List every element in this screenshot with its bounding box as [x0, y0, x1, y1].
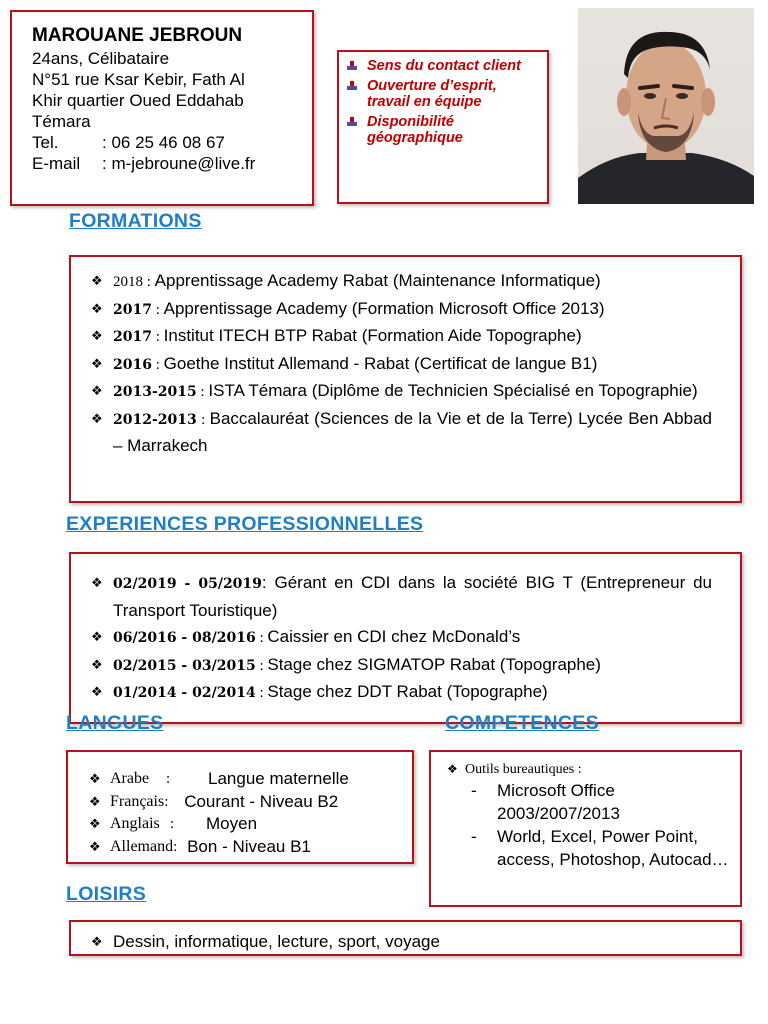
languages-box [66, 750, 414, 864]
language-item: ❖ Allemand : Bon - Niveau B1 [68, 836, 412, 859]
arrow-bullet-icon [347, 81, 357, 91]
skills-box [429, 750, 742, 907]
section-title-experiences: EXPERIENCES PROFESSIONNELLES [66, 513, 424, 535]
diamond-bullet-icon: ❖ [91, 575, 103, 590]
quality-item: Ouverture d’esprit, travail en équipe [367, 78, 541, 110]
dash-bullet: - [471, 827, 477, 846]
formation-item: ❖ 2017 : Apprentissage Academy (Formation Microsoft Office 2013) [71, 296, 740, 324]
quality-item: Disponibilité géographique [367, 114, 541, 146]
phone-row [32, 132, 312, 153]
diamond-bullet-icon: ❖ [89, 816, 101, 831]
quality-item: Sens du contact client [367, 58, 541, 74]
address-line: Khir quartier Oued Eddahab [32, 91, 244, 110]
arrow-bullet-icon [347, 117, 357, 127]
candidate-name: MAROUANE JEBROUN [32, 25, 243, 46]
phone-label: Tel. [32, 133, 59, 152]
experience-item: ❖ 02/2015 - 03/2015 : Stage chez SIGMATOP Rabat (Topographe) [71, 652, 740, 680]
diamond-bullet-icon: ❖ [91, 684, 103, 699]
section-title-formations: FORMATIONS [69, 210, 202, 232]
diamond-bullet-icon: ❖ [89, 793, 101, 809]
diamond-bullet-icon: ❖ [91, 934, 103, 949]
dash-bullet: - [471, 781, 477, 800]
hobbies-item: ❖ Dessin, informatique, lecture, sport, voyage [91, 932, 440, 951]
skill-item: - World, Excel, Power Point, access, Photoshop, Autocad… [471, 827, 729, 869]
profile-photo [578, 8, 754, 204]
experience-item: ❖ 06/2016 - 08/2016 : Caissier en CDI chez McDonald’s [71, 624, 740, 652]
email-value: : m-jebroune@live.fr [102, 154, 256, 173]
experiences-box [69, 552, 742, 724]
diamond-bullet-icon: ❖ [91, 383, 103, 398]
skill-item: - Microsoft Office 2003/2007/2013 [471, 781, 620, 823]
diamond-bullet-icon: ❖ [89, 838, 101, 854]
diamond-bullet-icon: ❖ [91, 355, 103, 371]
address-city: Témara [32, 112, 91, 131]
diamond-bullet-icon: ❖ [91, 656, 103, 672]
diamond-bullet-icon: ❖ [91, 300, 103, 316]
language-item: ❖ Anglais : Moyen [68, 813, 412, 836]
section-title-langues: LANGUES [66, 712, 164, 734]
age-status: 24ans, Célibataire [32, 49, 170, 68]
section-title-competences: COMPETENCES [445, 712, 599, 734]
skills-heading: ❖ Outils bureautiques : [447, 762, 582, 777]
address-line: N°51 rue Ksar Kebir, Fath Al [32, 70, 245, 89]
arrow-bullet-icon [347, 61, 357, 71]
diamond-bullet-icon: ❖ [89, 771, 101, 786]
experience-item: ❖ 01/2014 - 02/2014 : Stage chez DDT Rabat (Topographe) [71, 679, 740, 707]
formation-item: ❖ 2018 : Apprentissage Academy Rabat (Maintenance Informatique) [71, 268, 740, 296]
language-item: ❖ Français : Courant - Niveau B2 [68, 791, 412, 814]
email-label: E-mail [32, 154, 81, 173]
contact-box [10, 10, 314, 206]
diamond-bullet-icon: ❖ [447, 762, 458, 776]
formation-item: ❖ 2012-2013 : Baccalauréat (Sciences de la Vie et de la Terre) Lycée Ben Abbad – Marrakech [71, 406, 740, 460]
formation-item: ❖ 2016 : Goethe Institut Allemand - Rabat (Certificat de langue B1) [71, 351, 740, 379]
formations-box [69, 255, 742, 503]
formation-item: ❖ 2013-2015 : ISTA Témara (Diplôme de Technicien Spécialisé en Topographie) [71, 378, 740, 406]
diamond-bullet-icon: ❖ [91, 410, 103, 426]
experience-item: ❖ 02/2019 - 05/2019: Gérant en CDI dans la société BIG T (Entrepreneur du Transport Touristique) [71, 570, 740, 624]
qualities-box [337, 50, 549, 204]
email-row [32, 153, 312, 174]
diamond-bullet-icon: ❖ [91, 629, 103, 644]
diamond-bullet-icon: ❖ [91, 273, 103, 288]
hobbies-box [69, 920, 742, 956]
diamond-bullet-icon: ❖ [91, 328, 103, 343]
formation-item: ❖ 2017 : Institut ITECH BTP Rabat (Formation Aide Topographe) [71, 323, 740, 351]
language-item: ❖ Arabe : Langue maternelle [68, 768, 412, 791]
phone-value: : 06 25 46 08 67 [102, 133, 225, 152]
section-title-loisirs: LOISIRS [66, 883, 147, 905]
